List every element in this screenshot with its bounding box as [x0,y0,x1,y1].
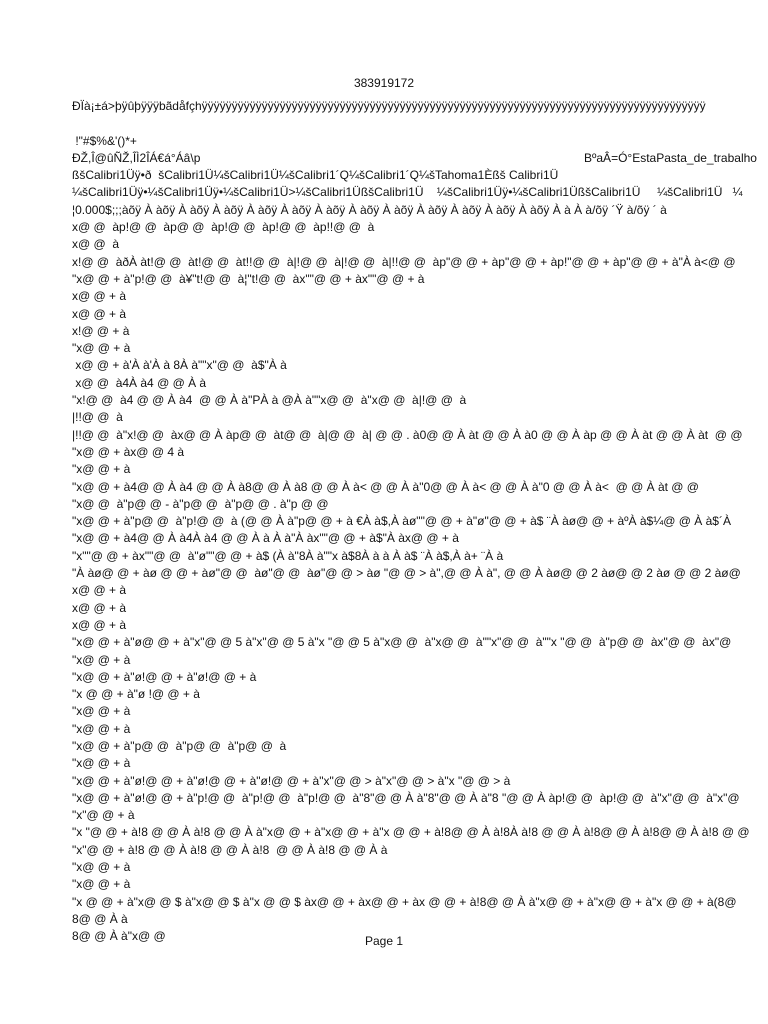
text-line-right: BºaÂ=Ó°EstaPasta_de_trabalho [584,150,757,165]
text-line: x@ @ + à [72,306,127,321]
text-line: "x@ @ + à4@ @ À à4À à4 @ @ À à À à"À àx""@ @ + à$"À àx@ @ + à [72,531,459,546]
text-line: 8@ @ À à [72,911,128,926]
text-line: "x "@ @ + à!8 @ @ À à!8 @ @ À à"x@ @ + à"x@ @ + à"x @ @ + à!8@ @ À à!8À à!8 @ @ À à!8@ @ À à!8@ @ À à!8 @ @ [72,825,750,840]
text-line: "x@ @ + à [72,341,131,356]
text-line-left: ÐŽ,Î@ûÑŽ,ÎÌ2ÎÁ€á°Áâ\p [72,150,201,165]
text-line: "x@ @ + à [72,704,131,719]
text-line: x!@ @ + à [72,323,130,338]
text-line: x@ @ à4À à4 @ @ À à [72,375,207,390]
text-line: x!@ @ àðÀ àt!@ @ àt!@ @ àt!!@ @ à|!@ @ à|!@ @ à|!!@ @ àp"@ @ + àp"@ @ + àp!"@ @ + àp"@ @ + à"À à<@ @ [72,254,736,269]
text-line-split [72,150,768,167]
text-line: !"#$%&'()*+ [72,133,137,148]
text-line: x@ @ + à'À à'À à 8À à""x"@ @ à$"À à [72,358,287,373]
text-line: "x@ @ à"p@ @ - à"p@ @ à"p@ @ . à"p @ @ [72,496,329,511]
text-line: |!!@ @ à [72,410,123,425]
text-line: x@ @ à [72,237,120,252]
text-line: "x@ @ + à"ø!@ @ + à"ø!@ @ + à [72,669,257,684]
text-line: "x@ @ + à"ø!@ @ + à"p!@ @ à"p!@ @ à"p!@ @ à"8"@ @ À à"8"@ @ À à"8 "@ @ À àp!@ @ àp!@ @ à"x"@ @ à"x"@ [72,790,740,805]
text-line: "x""@ @ + àx""@ @ à"ø""@ @ + à$ (À à"8À à""x à$8À à à À à$ ¨À à$,À à+ ¨À à [72,548,504,563]
text-line: "x@ @ + à [72,756,131,771]
text-line: "x @ @ + à"x@ @ $ à"x@ @ $ à"x @ @ $ àx@ @ + àx@ @ + àx @ @ + à!8@ @ À à"x@ @ + à"x@ @ + à"x @ @ + à(8@ [72,894,737,909]
text-line: "x@ @ + à [72,877,131,892]
page-footer: Page 1 [364,934,404,948]
text-line: "x@ @ + à"p!@ @ à¥"t!@ @ à¦"t!@ @ àx""@ @ + àx""@ @ + à [72,271,425,286]
text-line: "x@ @ + àx@ @ 4 à [72,444,185,459]
text-line: ßšCalibri1Üÿ•ð šCalibri1Ü¼šCalibri1Ü¼šCalibri1´Q¼šCalibri1´Q¼šTahoma1Èßš Calibri1Ü [72,168,559,183]
text-line: "x@ @ + à"p@ @ à"p!@ @ à (@ @ À à"p@ @ + à €À à$,À àø""@ @ + à"ø"@ @ + à$ ¨À àø@ @ + àºÀ à$¼@ @ À à$´À [72,514,731,529]
document-id: 383919172 [353,76,415,90]
text-line: "x@ @ + à"ø@ @ + à"x"@ @ 5 à"x"@ @ 5 à"x "@ @ 5 à"x@ @ à"x@ @ à""x"@ @ à""x "@ @ à"p@ @ àx"@ @ àx"@ [72,635,732,650]
text-line: "x@ @ + à [72,652,131,667]
text-line: "x"@ @ + à [72,808,135,823]
text-line: x@ @ + à [72,600,127,615]
text-line: ¦0.000$;;;àõÿ À àõÿ À àõÿ À àõÿ À àõÿ À àõÿ À àõÿ À àõÿ À àõÿ À àõÿ À àõÿ À àõÿ À àõÿ À à À à/õÿ ´Ÿ à/õÿ ´ à [72,202,667,217]
text-line: "x@ @ + à [72,721,131,736]
text-line: ¼šCalibri1Üÿ•¼šCalibri1Üÿ•¼šCalibri1Ü>¼šCalibri1ÜßšCalibri1Ü ¼šCalibri1Üÿ•¼šCalibri1ÜßšCalibri1Ü ¼šCalibri1Ü ¼ [72,185,743,200]
text-line: "x@ @ + à"p@ @ à"p@ @ à"p@ @ à [72,738,287,753]
text-line: x@ @ + à [72,289,127,304]
text-line: x@ @ + à [72,617,127,632]
text-line: "x @ @ + à"ø !@ @ + à [72,687,200,702]
text-line: "x"@ @ + à!8 @ @ À à!8 @ @ À à!8 @ @ À à!8 @ @ À à [72,842,388,857]
text-line: x@ @ àp!@ @ àp@ @ àp!@ @ àp!@ @ àp!!@ @ à [72,220,375,235]
text-line: |!!@ @ à"x!@ @ àx@ @ À àp@ @ àt@ @ à|@ @ à| @ @ . à0@ @ À àt @ @ À à0 @ @ À àp @ @ À àt @ @ À àt @ @ [72,427,743,442]
text-line: "x!@ @ à4 @ @ À à4 @ @ À à"PÀ à @À à""x@ @ à"x@ @ à|!@ @ à [72,393,467,408]
text-line: "x@ @ + à"ø!@ @ + à"ø!@ @ + à"ø!@ @ + à"x"@ @ > à"x"@ @ > à"x "@ @ > à [72,773,511,788]
document-body [72,98,768,946]
text-line: ÐÏà¡±á>þÿûþÿÿÿbãdåfçhÿÿÿÿÿÿÿÿÿÿÿÿÿÿÿÿÿÿÿÿÿÿÿÿÿÿÿÿÿÿÿÿÿÿÿÿÿÿÿÿÿÿÿÿÿÿÿÿÿÿÿÿÿÿÿÿÿÿÿÿÿÿÿÿÿÿÿÿÿÿÿÿÿÿÿÿÿÿÿÿÿÿÿÿ [72,99,706,113]
text-line: "x@ @ + à [72,462,131,477]
text-line: "À àø@ @ + àø @ @ + àø"@ @ àø"@ @ àø"@ @ > àø "@ @ > à",@ @ À à", @ @ À àø@ @ 2 àø@ @ 2 àø @ @ 2 àø@ [72,566,741,581]
text-line [72,115,768,132]
text-line: "x@ @ + à [72,860,131,875]
text-line: "x@ @ + à4@ @ À à4 @ @ À à8@ @ À à8 @ @ À à< @ @ À à"0@ @ À à< @ @ À à"0 @ @ À à< @ @ À àt @ @ [72,479,699,494]
text-line: x@ @ + à [72,583,127,598]
text-line: 8@ @ À à"x@ @ [72,929,166,944]
